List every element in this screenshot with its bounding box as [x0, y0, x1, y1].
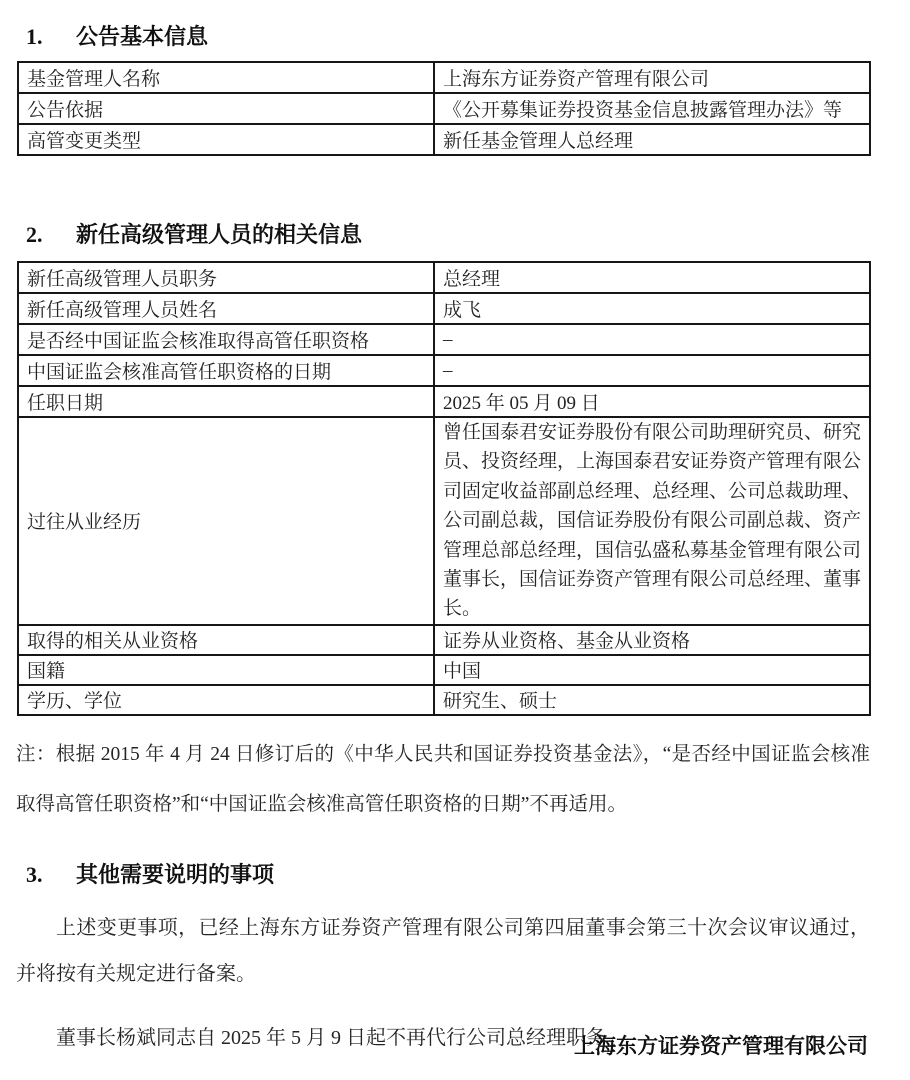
- table-row: [18, 293, 870, 324]
- section-1-title: 公告基本信息: [76, 24, 209, 49]
- row-label: 任职日期: [18, 386, 434, 417]
- section-1-heading: [16, 20, 870, 51]
- row-value: 中国: [434, 655, 870, 685]
- row-label: 新任高级管理人员姓名: [18, 293, 434, 324]
- table-row-career-history: [18, 417, 870, 625]
- basic-info-table: [17, 61, 871, 156]
- table-row: [18, 62, 870, 93]
- row-label: 基金管理人名称: [18, 62, 434, 93]
- section-3-title: 其他需要说明的事项: [76, 861, 275, 887]
- section-2-title: 新任高级管理人员的相关信息: [76, 222, 363, 247]
- table-row: [18, 625, 870, 655]
- row-label: 新任高级管理人员职务: [18, 262, 434, 293]
- paragraph-board-approval: 上述变更事项，已经上海东方证券资产管理有限公司第四届董事会第三十次会议审议通过，并将按有关规定进行备案。: [16, 916, 870, 985]
- row-label: 公告依据: [18, 93, 434, 124]
- section-3-heading: [16, 858, 870, 889]
- row-value: –: [434, 324, 870, 355]
- paragraph-chairman-note: 董事长杨斌同志自 2025 年 5 月 9 日起不再代行公司总经理职务。: [56, 1026, 626, 1049]
- table-row: [18, 93, 870, 124]
- company-signature: 上海东方证券资产管理有限公司: [574, 1034, 868, 1058]
- table-row: [18, 655, 870, 685]
- row-value: 总经理: [434, 262, 870, 293]
- row-label: 学历、学位: [18, 685, 434, 715]
- table-row: [18, 386, 870, 417]
- manager-info-table: [17, 261, 871, 716]
- section-1-number: 1.: [26, 24, 43, 49]
- row-label: 中国证监会核准高管任职资格的日期: [18, 355, 434, 386]
- row-label: 是否经中国证监会核准取得高管任职资格: [18, 324, 434, 355]
- table-row: [18, 324, 870, 355]
- row-label: 高管变更类型: [18, 124, 434, 155]
- table-row: [18, 685, 870, 715]
- table-row: [18, 262, 870, 293]
- row-value: 新任基金管理人总经理: [434, 124, 870, 155]
- row-value: 2025 年 05 月 09 日: [434, 386, 870, 417]
- row-value: 成飞: [434, 293, 870, 324]
- row-value: –: [434, 355, 870, 386]
- section-2-number: 2.: [26, 222, 43, 247]
- table-row: [18, 355, 870, 386]
- section-2-heading: [16, 218, 870, 249]
- table-row: [18, 124, 870, 155]
- row-value: 研究生、硕士: [434, 685, 870, 715]
- row-label: 过往从业经历: [18, 417, 434, 625]
- row-label: 国籍: [18, 655, 434, 685]
- section-3-number: 3.: [26, 861, 43, 887]
- row-value: 曾任国泰君安证券股份有限公司助理研究员、研究员、投资经理，上海国泰君安证券资产管理有限公司固定收益部副总经理、总经理、公司总裁助理、公司副总裁，国信证券股份有限公司副总裁、资产管理总部总经理，国信弘盛私募基金管理有限公司董事长，国信证券资产管理有限公司总经理、董事长。: [434, 417, 870, 625]
- row-value: 证券从业资格、基金从业资格: [434, 625, 870, 655]
- row-value: 《公开募集证券投资基金信息披露管理办法》等: [434, 93, 870, 124]
- row-label: 取得的相关从业资格: [18, 625, 434, 655]
- row-value: 上海东方证券资产管理有限公司: [434, 62, 870, 93]
- table-footnote: 注：根据 2015 年 4 月 24 日修订后的《中华人民共和国证券投资基金法》，“是否经中国证监会核准取得高管任职资格”和“中国证监会核准高管任职资格的日期”不再适用。: [16, 743, 870, 815]
